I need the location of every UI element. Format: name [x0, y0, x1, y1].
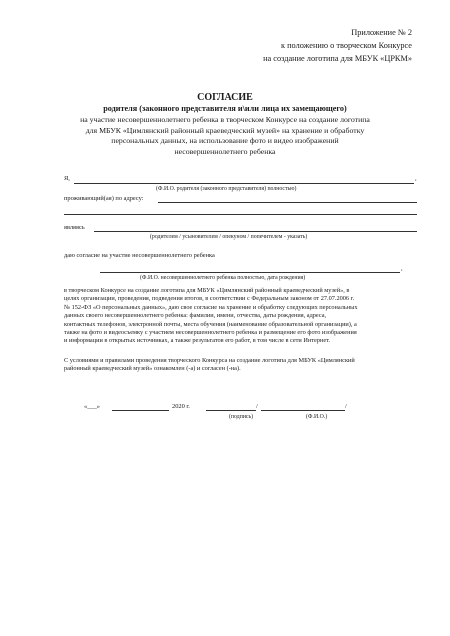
- paragraph-line: № 152-ФЗ «О персональных данных», даю свое согласие на хранение и обработку следующих персональных: [64, 303, 358, 311]
- signature-slash-end: /: [345, 403, 347, 410]
- title-desc-line: на участие несовершеннолетнего ребенка в творческом Конкурсе на создание логотипа: [80, 115, 370, 124]
- signature-field[interactable]: [206, 410, 256, 411]
- signature-slash: /: [256, 403, 258, 410]
- date-year: 2020 г.: [172, 403, 190, 410]
- ya-label: Я,: [64, 175, 70, 182]
- document-title: СОГЛАСИЕ: [197, 92, 253, 103]
- appendix-contest: на создание логотипа для МБУК «ЦРКМ»: [263, 54, 412, 63]
- paragraph-line: также на фото и видеосъемку с участием несовершеннолетнего ребенка и размещение его фото изображения: [64, 329, 357, 337]
- paragraph-line: контактных телефонов, электронной почты, места обучения (наименование образовательной организации), а: [64, 320, 357, 328]
- title-desc-line: для МБУК «Цимлянский районный краеведческий музей» на хранение и обработку: [85, 125, 365, 135]
- child-name-caption: (Ф.И.О. несовершеннолетнего ребенка полностью, дата рождения): [140, 275, 306, 281]
- signer-name-field[interactable]: [261, 410, 345, 411]
- child-name-field[interactable]: [100, 272, 400, 273]
- paragraph-line: районный краеведческий музей» ознакомлен (-а) и согласен (-на).: [64, 365, 241, 373]
- paragraph-line: целях организации, проведения, подведения итогов, в соответствии с Федеральным законом от 27.07.2006 г.: [64, 295, 355, 303]
- title-desc-line: персональных данных, на использование фото и видео изображений: [111, 136, 339, 145]
- being-label: являясь: [64, 224, 85, 231]
- signature-caption: (подпись): [229, 414, 254, 420]
- address-label: проживающий(ая) по адресу:: [64, 195, 144, 202]
- address-field-1[interactable]: [158, 202, 417, 203]
- guardian-role-field[interactable]: [94, 231, 417, 232]
- consent-label: даю согласие на участие несовершеннолетнего ребенка: [64, 252, 215, 259]
- date-day-field[interactable]: «___»: [84, 403, 100, 410]
- parent-name-field[interactable]: [74, 183, 414, 184]
- paragraph-line: С условиями и правилами проведения творческого Конкурса на создание логотипа для МБУК «Цимлянский: [64, 357, 355, 364]
- date-month-field[interactable]: [112, 410, 169, 411]
- signer-name-caption: (Ф.И.О.): [306, 414, 328, 420]
- paragraph-line: и информации в открытых источниках, а также результатов его работ, в том числе в сети Интернет.: [64, 337, 330, 345]
- ya-comma: ,: [415, 175, 417, 182]
- address-field-2[interactable]: [64, 214, 417, 215]
- title-desc-line: несовершеннолетнего ребенка: [174, 146, 276, 156]
- paragraph-line: данных своего несовершеннолетнего ребенка: фамилии, имени, отчества, даты рождения, адреса,: [64, 312, 327, 320]
- guardian-role-caption: (родителем / усыновителем / опекуном / попечителем - указать): [150, 234, 308, 240]
- parent-name-caption: (Ф.И.О. родителя (законного представителя) полностью): [156, 186, 297, 192]
- acknowledgement-paragraph: [64, 357, 420, 374]
- appendix-regulation: к положению о творческом Конкурсе: [281, 41, 412, 50]
- appendix-number: Приложение № 2: [351, 28, 412, 37]
- child-comma: ,: [401, 265, 403, 272]
- consent-paragraph: [64, 287, 420, 346]
- paragraph-line: в творческом Конкурсе на создание логотипа для МБУК «Цимлянский районный краеведческий музей», в: [64, 287, 350, 294]
- document-subtitle: родителя (законного представителя и\или лица их замещающего): [103, 104, 347, 113]
